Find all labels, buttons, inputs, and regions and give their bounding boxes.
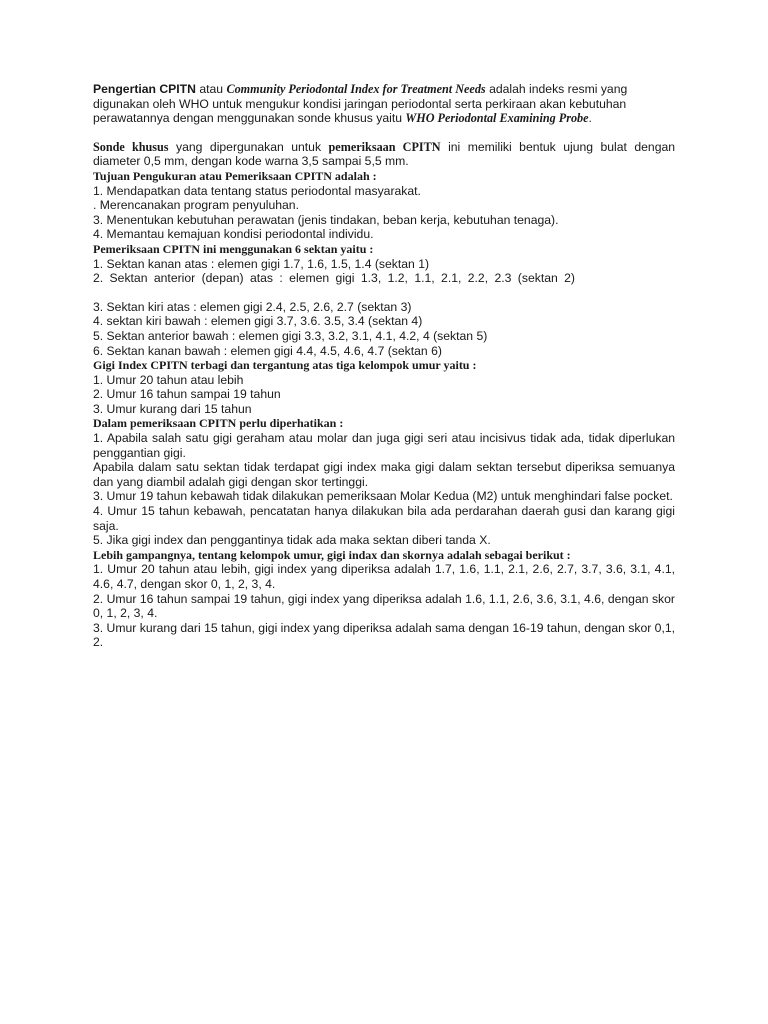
list-item: 3. Menentukan kebutuhan perawatan (jenis tindakan, beban kerja, kebutuhan tenaga). [93, 212, 559, 227]
sonde-paragraph [93, 140, 675, 169]
list-item: 4. Memantau kemajuan kondisi periodontal individu. [93, 227, 374, 242]
list-item: 1. Sektan kanan atas : elemen gigi 1.7, 1.6, 1.5, 1.4 (sektan 1) [93, 256, 430, 271]
intro-term: Pengertian CPITN [93, 82, 196, 96]
list-item: 2. Sektan anterior (depan) atas : elemen gigi 1.3, 1.2, 1.1, 2.1, 2.2, 2.3 (sektan 2) [93, 271, 575, 286]
ringkasan-heading: Lebih gampangnya, tentang kelompok umur, gigi indax dan skornya adalah sebagai berikut : [93, 547, 571, 562]
sonde-text-2: ini memiliki bentuk ujung bulat dengan diameter 0,5 mm, dengan kode warna 3,5 sampai 5,5 mm. [93, 139, 676, 169]
intro-paragraph [93, 82, 675, 126]
intro-end: . [588, 111, 592, 126]
list-item: 5. Sektan anterior bawah : elemen gigi 3.3, 3.2, 3.1, 4.1, 4.2, 4 (sektan 5) [93, 328, 488, 343]
list-item: 4. Umur 15 tahun kebawah, pencatatan hanya dilakukan bila ada perdarahan daerah gusi dan karang gigi saja. [93, 504, 675, 533]
tujuan-heading: Tujuan Pengukuran atau Pemeriksaan CPITN adalah : [93, 168, 377, 183]
intro-rest: adalah indeks resmi yang digunakan oleh WHO untuk mengukur kondisi jaringan periodontal serta perkiraan akan kebutuhan perawatannya dengan menggunakan sonde khusus yaitu [93, 82, 628, 126]
sektan-heading: Pemeriksaan CPITN ini menggunakan 6 sektan yaitu : [93, 241, 374, 256]
list-item: 1. Apabila salah satu gigi geraham atau molar dan juga gigi seri atau incisivus tidak ada, tidak diperlukan penggantian gigi. [93, 431, 675, 460]
document-page [93, 82, 675, 650]
list-item: 4. sektan kiri bawah : elemen gigi 3.7, 3.6. 3.5, 3.4 (sektan 4) [93, 314, 423, 329]
list-item: 3. Umur kurang dari 15 tahun, gigi index yang diperiksa adalah sama dengan 16-19 tahun, dengan skor 0,1, 2. [93, 620, 676, 650]
spacer [93, 126, 675, 140]
list-item: 5. Jika gigi index dan penggantinya tidak ada maka sektan diberi tanda X. [93, 533, 491, 548]
list-item: 3. Umur kurang dari 15 tahun [93, 401, 252, 416]
list-item: 1. Umur 20 tahun atau lebih [93, 372, 244, 387]
list-item: 3. Sektan kiri atas : elemen gigi 2.4, 2.5, 2.6, 2.7 (sektan 3) [93, 299, 412, 314]
intro-atau: atau [199, 82, 224, 96]
list-item: Apabila dalam satu sektan tidak terdapat gigi index maka gigi dalam sektan tersebut diperiksa semuanya dan yang diambil adalah gigi dengan skor tertinggi. [93, 460, 675, 489]
sonde-text-1: yang dipergunakan untuk [176, 139, 322, 154]
list-item: 6. Sektan kanan bawah : elemen gigi 4.4, 4.5, 4.6, 4.7 (sektan 6) [93, 343, 442, 358]
perhatian-heading: Dalam pemeriksaan CPITN perlu diperhatikan : [93, 416, 344, 431]
spacer [93, 286, 675, 300]
intro-probe: WHO Periodontal Examining Probe [405, 111, 589, 126]
umur-heading: Gigi Index CPITN terbagi dan tergantung atas tiga kelompok umur yaitu : [93, 358, 477, 373]
sonde-label: Sonde khusus [93, 139, 169, 154]
intro-full-name: Community Periodontal Index for Treatment Needs [226, 82, 486, 96]
list-item: 2. Umur 16 tahun sampai 19 tahun, gigi index yang diperiksa adalah 1.6, 1.1, 2.6, 3.6, 3.1, 4.6, dengan skor 0, 1, 2, 3, 4. [93, 591, 675, 621]
list-item: 1. Umur 20 tahun atau lebih, gigi index yang diperiksa adalah 1.7, 1.6, 1.1, 2.1, 2.6, 2.7, 3.7, 3.6, 3.1, 4.1, 4.6, 4.7, dengan skor 0, 1, 2, 3, 4. [93, 562, 675, 591]
list-item: 3. Umur 19 tahun kebawah tidak dilakukan pemeriksaan Molar Kedua (M2) untuk menghindari false pocket. [93, 489, 673, 504]
list-item: 2. Umur 16 tahun sampai 19 tahun [93, 387, 281, 402]
list-item: 1. Mendapatkan data tentang status periodontal masyarakat. [93, 183, 421, 198]
list-item: . Merencanakan program penyuluhan. [93, 198, 299, 213]
sonde-exam: pemeriksaan CPITN [328, 139, 441, 154]
